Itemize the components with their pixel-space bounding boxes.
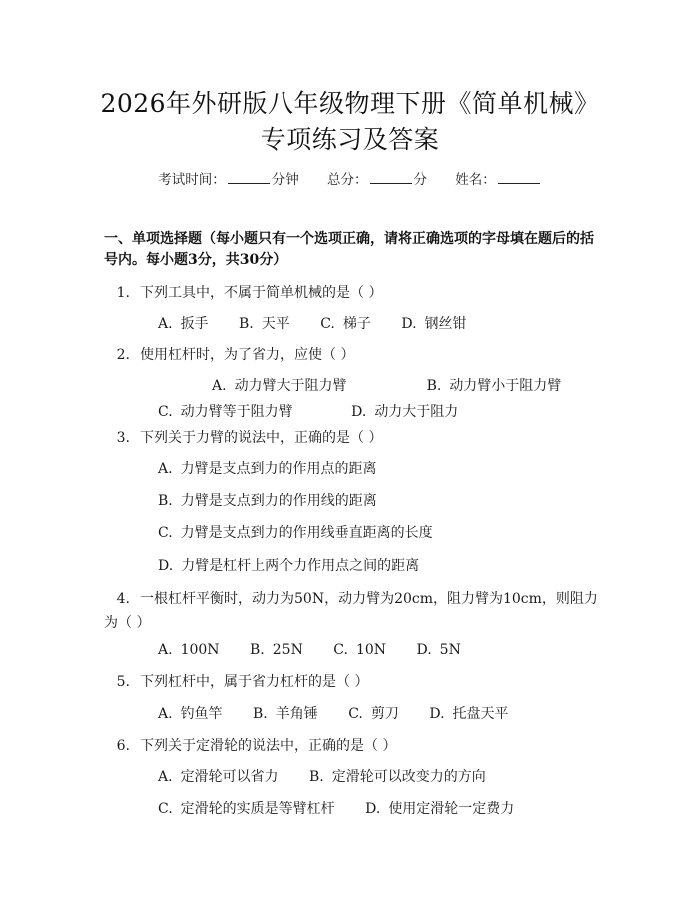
question-6-options-row2 <box>158 799 608 820</box>
question-2-options <box>104 373 604 425</box>
option-text: 10N <box>355 642 387 658</box>
option-text: 100N <box>180 642 220 658</box>
option-label: C. <box>158 404 173 420</box>
student-name-field <box>455 172 542 188</box>
option-text: 定滑轮可以省力 <box>180 769 279 785</box>
option-label: D. <box>365 801 381 817</box>
option-text: 动力臂大于阻力臂 <box>234 378 347 394</box>
question-4 <box>104 587 604 635</box>
question-3-option-a[interactable] <box>158 459 608 480</box>
option-text: 力臂是杠杆上两个力作用点之间的距离 <box>181 558 420 574</box>
question-text: 下列关于力臂的说法中，正确的是（ ） <box>140 430 383 446</box>
option-label: C. <box>333 642 348 658</box>
option-c[interactable] <box>333 640 386 661</box>
option-b[interactable] <box>309 767 486 788</box>
option-text: 扳手 <box>180 316 209 332</box>
option-label: C. <box>348 706 363 722</box>
option-label: B. <box>426 378 442 394</box>
option-text: 托盘天平 <box>452 706 509 722</box>
page-subtitle: 专项练习及答案 <box>260 125 440 154</box>
page-title: 2026年外研版八年级物理下册《简单机械》 <box>100 89 600 118</box>
option-text: 力臂是支点到力的作用线垂直距离的长度 <box>180 525 433 541</box>
option-d[interactable] <box>297 399 458 425</box>
question-1 <box>104 283 604 304</box>
option-label: B. <box>253 706 268 722</box>
option-label: D. <box>351 404 367 420</box>
question-text: 下列关于定滑轮的说法中，正确的是（ ） <box>140 738 397 754</box>
option-d[interactable] <box>416 640 460 661</box>
option-label: A. <box>158 316 173 332</box>
option-b[interactable] <box>373 373 562 399</box>
option-label: A. <box>158 642 173 658</box>
option-d[interactable] <box>401 314 466 335</box>
exam-time-label: 考试时间： <box>158 172 226 188</box>
section-heading: 一、单项选择题（每小题只有一个选项正确，请将正确选项的字母填在题后的括号内。每小题3分，共30分） <box>104 231 594 268</box>
option-c[interactable] <box>158 799 335 820</box>
option-c[interactable] <box>104 399 293 425</box>
question-5-options <box>158 704 608 725</box>
option-label: A. <box>158 461 173 477</box>
question-3 <box>104 428 604 449</box>
option-label: C. <box>320 316 335 332</box>
question-number: 5. <box>116 674 130 690</box>
option-label: B. <box>250 642 265 658</box>
question-5 <box>104 672 604 693</box>
option-text: 剪刀 <box>370 706 399 722</box>
exam-info-line <box>0 168 700 188</box>
question-number: 4. <box>116 591 130 607</box>
option-a[interactable] <box>158 314 209 335</box>
total-score-unit: 分 <box>413 172 427 188</box>
option-label: B. <box>309 769 324 785</box>
question-number: 3. <box>116 430 130 446</box>
question-3-option-c[interactable] <box>158 523 608 544</box>
option-d[interactable] <box>429 704 508 725</box>
option-d[interactable] <box>365 799 514 820</box>
option-text: 天平 <box>261 316 290 332</box>
total-score-label: 总分： <box>327 172 368 188</box>
option-b[interactable] <box>250 640 303 661</box>
question-text: 下列工具中，不属于简单机械的是（ ） <box>140 285 383 301</box>
option-text: 定滑轮可以改变力的方向 <box>331 769 486 785</box>
question-text: 使用杠杆时，为了省力，应使（ ） <box>140 347 355 363</box>
option-label: A. <box>158 769 173 785</box>
option-label: C. <box>158 525 173 541</box>
option-text: 使用定滑轮一定费力 <box>388 801 515 817</box>
question-number: 6. <box>116 738 130 754</box>
option-label: D. <box>416 642 432 658</box>
option-text: 动力大于阻力 <box>374 404 459 420</box>
option-text: 力臂是支点到力的作用线的距离 <box>180 493 377 509</box>
option-c[interactable] <box>320 314 371 335</box>
question-4-options <box>158 640 608 661</box>
option-a[interactable] <box>158 640 220 661</box>
option-b[interactable] <box>239 314 290 335</box>
exam-time-field <box>158 172 303 188</box>
option-label: B. <box>158 493 173 509</box>
question-1-options <box>158 314 608 335</box>
option-text: 梯子 <box>342 316 371 332</box>
option-label: D. <box>158 558 174 574</box>
exam-time-blank[interactable] <box>228 171 270 184</box>
question-text-cont: 为（ ） <box>104 615 151 631</box>
option-text: 5N <box>439 642 461 658</box>
option-text: 动力臂等于阻力臂 <box>180 404 293 420</box>
student-name-label: 姓名： <box>455 172 496 188</box>
total-score-field <box>327 172 431 188</box>
exam-time-unit: 分钟 <box>271 172 299 188</box>
question-3-option-d[interactable] <box>158 556 608 577</box>
option-label: B. <box>239 316 254 332</box>
option-label: C. <box>158 801 173 817</box>
option-label: D. <box>429 706 445 722</box>
question-text: 一根杠杆平衡时，动力为50N，动力臂为20cm，阻力臂为10cm，则阻力 <box>140 591 598 607</box>
option-text: 动力臂小于阻力臂 <box>449 378 562 394</box>
option-text: 钢丝钳 <box>424 316 467 332</box>
option-label: A. <box>158 706 173 722</box>
option-a[interactable] <box>158 767 279 788</box>
option-text: 钓鱼竿 <box>180 706 223 722</box>
option-a[interactable] <box>158 704 223 725</box>
option-text: 羊角锤 <box>275 706 318 722</box>
option-label: D. <box>401 316 417 332</box>
total-score-blank[interactable] <box>370 171 412 184</box>
question-number: 1. <box>116 285 130 301</box>
question-6-options-row1 <box>158 767 608 788</box>
question-text: 下列杠杆中，属于省力杠杆的是（ ） <box>140 674 369 690</box>
option-b[interactable] <box>253 704 318 725</box>
question-3-option-b[interactable] <box>158 491 608 512</box>
option-c[interactable] <box>348 704 399 725</box>
option-text: 力臂是支点到力的作用点的距离 <box>180 461 377 477</box>
option-text: 定滑轮的实质是等臂杠杆 <box>180 801 335 817</box>
question-2 <box>104 345 604 366</box>
question-number: 2. <box>116 347 130 363</box>
student-name-blank[interactable] <box>498 171 540 184</box>
question-6 <box>104 736 604 757</box>
option-a[interactable] <box>158 373 347 399</box>
option-label: A. <box>212 378 227 394</box>
option-text: 25N <box>272 642 303 658</box>
